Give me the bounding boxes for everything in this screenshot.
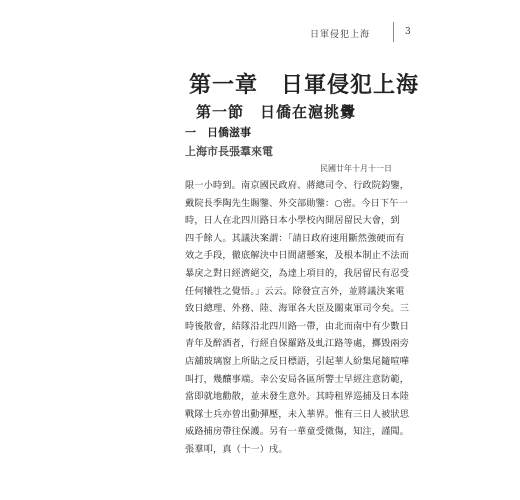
body-line: 戰隊士兵亦曾出動彈壓，未入華界。惟有三日人被狀思 — [185, 408, 410, 420]
body-line: 限一小時到。南京國民政府、蔣總司令、行政院鈞鑒， — [185, 180, 410, 191]
body-line: 四千餘人。其議決案謂：「請日政府速用斷然強硬而有 — [185, 232, 405, 244]
body-line: 店舖玻璃窗上所貼之反日標語，引起華人紛集尾隨喧嘩 — [185, 355, 410, 367]
subsection-title: 一 日僑滋事 — [185, 126, 251, 139]
section-title: 第一節 日僑在滬挑釁 — [196, 103, 357, 121]
body-line: 當即就地勸散，並未發生意外。其時租界巡捕及日本陸 — [185, 391, 410, 403]
body-line: 叫打，幾釀事端。幸公安局各區所警士早經注意防範， — [185, 373, 410, 385]
body-line: 致日總理、外務、陸、海軍各大臣及關東軍司令矣。三 — [185, 303, 410, 315]
body-line: 效之手段，徹底解決中日間諸懸案，及根本制止不法而 — [185, 250, 410, 262]
body-line: 暴戾之對日經濟絕交，為達上項目的，我居留民有忍受 — [185, 267, 410, 279]
body-line: 時，日人在北四川路日本小學校內開居留民大會，到 — [185, 215, 400, 227]
telegram-title: 上海市長張羣來電 — [185, 145, 273, 158]
header-divider — [393, 22, 394, 42]
body-line: 戴院長季陶先生賜鑒、外交部勛鑒：○密。今日下午一 — [185, 197, 408, 209]
telegram-date: 民國廿年十月十一日 — [320, 164, 392, 173]
body-line: 張羣叩，真（十一）戌。 — [185, 443, 288, 455]
body-line: 任何犧牲之覺悟。」云云。除發宣言外，並將議決案電 — [185, 285, 405, 297]
chapter-title: 第一章 日軍侵犯上海 — [189, 72, 420, 98]
body-line: 青年及醉酒者，行經自保羅路及虬江路等處，擲毀兩旁 — [185, 338, 410, 350]
running-head-title: 日軍侵犯上海 — [309, 30, 370, 40]
body-line: 威路捕房帶往保護。另有一華童受微傷，知注，謹聞。 — [185, 426, 410, 438]
body-line: 時後散會，結隊沿北四川路一帶，由北而南中有少數日 — [185, 320, 410, 332]
telegram-body — [185, 177, 415, 459]
page-number: 3 — [405, 27, 411, 37]
